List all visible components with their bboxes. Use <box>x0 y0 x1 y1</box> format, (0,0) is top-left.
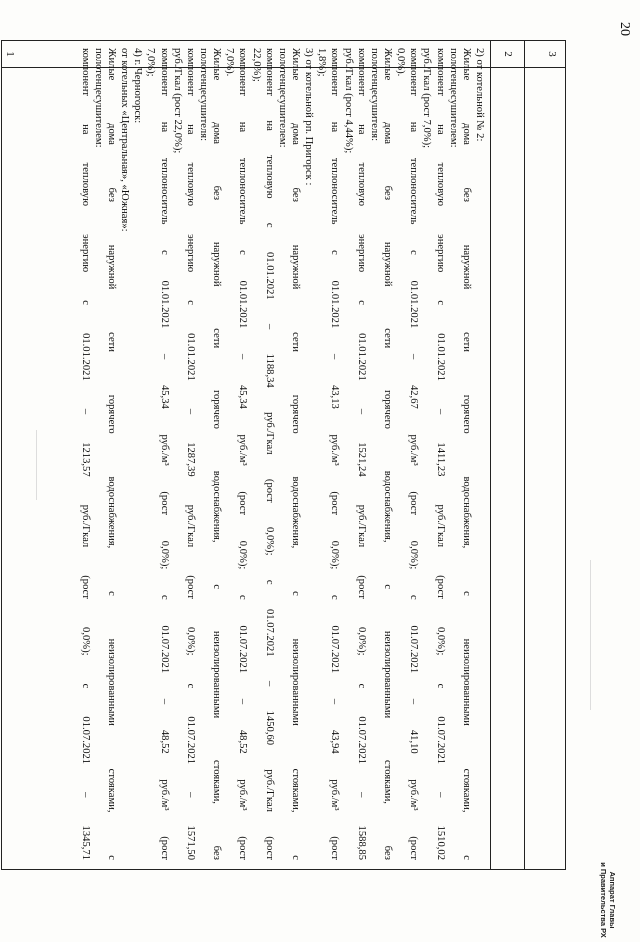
text-line: 7,0%). <box>224 48 236 77</box>
column-number-1: 1 <box>4 51 16 57</box>
text-line: полотенцесушителем: <box>447 48 459 148</box>
text-line: полотенцесушителя: <box>198 48 210 142</box>
text-line: Жилые дома без наружной сети горячего водоснабжения, с неизолированными стояками, с <box>106 48 118 860</box>
stamp-line-2: и Правительства РХ <box>599 862 608 938</box>
text-line: компонент на теплоноситель с 01.01.2021 – 45,34 руб./м³ (рост 0,0%); с 01.07.2021 – 48,52 руб./м³ (рост <box>237 48 249 860</box>
table-border-right <box>1 869 566 870</box>
text-line: 0,0%). <box>395 48 407 77</box>
tariff-text <box>8 48 486 860</box>
text-line: Жилые дома без наружной сети горячего водоснабжения, с неизолированными стояками, с <box>290 48 302 860</box>
table-column-divider <box>490 40 491 870</box>
tariff-table <box>1 40 566 870</box>
table-border-left <box>1 40 566 41</box>
text-line: компонент на тепловую энергию с 01.01.2021 – 1521,24 руб./Гкал (рост 0,0%); с 01.07.2021 – 1588,85 <box>355 48 367 860</box>
text-line: компонент на тепловую с 01.01.2021 – 1188,34 руб./Гкал (рост 0,0%); с 01.07.2021 – 1450,60 руб./Гкал (рост <box>263 48 275 860</box>
stamp-line-1: Аппарат Главы <box>608 871 617 929</box>
table-header-divider <box>524 40 525 870</box>
scan-artifact <box>590 560 591 710</box>
text-line: руб./Гкал (рост 4,44%); <box>342 48 354 154</box>
table-border-bottom <box>1 40 2 870</box>
text-line: Жилые дома без наружной сети горячего водоснабжения, с неизолированными стояками, без <box>382 48 394 860</box>
text-line: 4) г. Черногорск: <box>132 48 144 124</box>
text-line: компонент на тепловую энергию с 01.01.2021 – 1411,23 руб./Гкал (рост 0,0%); с 01.07.2021 – 1510,02 <box>434 48 446 860</box>
text-line: руб./Гкал (рост 7,0%); <box>421 48 433 149</box>
text-line: 7,0%); <box>145 48 157 77</box>
text-line: компонент на тепловую энергию с 01.01.2021 – 1213,57 руб./Гкал (рост 0,0%); с 01.07.2021 – 1345,71 <box>79 48 91 860</box>
office-stamp <box>589 858 617 942</box>
text-line: Жилые дома без наружной сети горячего водоснабжения, с неизолированными стояками, с <box>460 48 472 860</box>
text-line: руб./Гкал (рост 22,0%); <box>171 48 183 154</box>
text-line: 1,8%); <box>316 48 328 77</box>
text-line: от котельных «Центральная», «Южная»: <box>119 48 131 232</box>
text-line: Жилые дома без наружной сети горячего водоснабжения, с неизолированными стояками, без <box>211 48 223 860</box>
text-line: полотенцесушителем: <box>92 48 104 148</box>
table-border-top <box>565 40 566 870</box>
scan-artifact <box>36 430 37 500</box>
text-line: компонент на теплоноситель с 01.01.2021 – 43,13 руб./м³ (рост 0,0%); с 01.07.2021 – 43,94 руб./м³ (рост <box>329 48 341 860</box>
text-line: компонент на тепловую энергию с 01.01.2021 – 1287,39 руб./Гкал (рост 0,0%); с 01.07.2021 – 1571,50 <box>184 48 196 860</box>
column-number-2: 2 <box>502 51 514 57</box>
page-number: 20 <box>617 22 632 36</box>
text-line: 22,0%); <box>250 48 262 82</box>
column-number-3: 3 <box>546 51 558 57</box>
text-line: полотенцесушителя: <box>368 48 380 142</box>
text-line: полотенцесушителем: <box>276 48 288 148</box>
text-line: компонент на теплоноситель с 01.01.2021 – 42,67 руб./м³ (рост 0,0%); с 01.07.2021 – 41,10 руб./м³ (рост <box>408 48 420 860</box>
text-line: 2) от котельной № 2: <box>474 48 485 142</box>
text-line: 3) от котельной рп. Пригорск : <box>303 48 315 186</box>
text-line: компонент на теплоноситель с 01.01.2021 – 45,34 руб./м³ (рост 0,0%); с 01.07.2021 – 48,52 руб./м³ (рост <box>158 48 170 860</box>
